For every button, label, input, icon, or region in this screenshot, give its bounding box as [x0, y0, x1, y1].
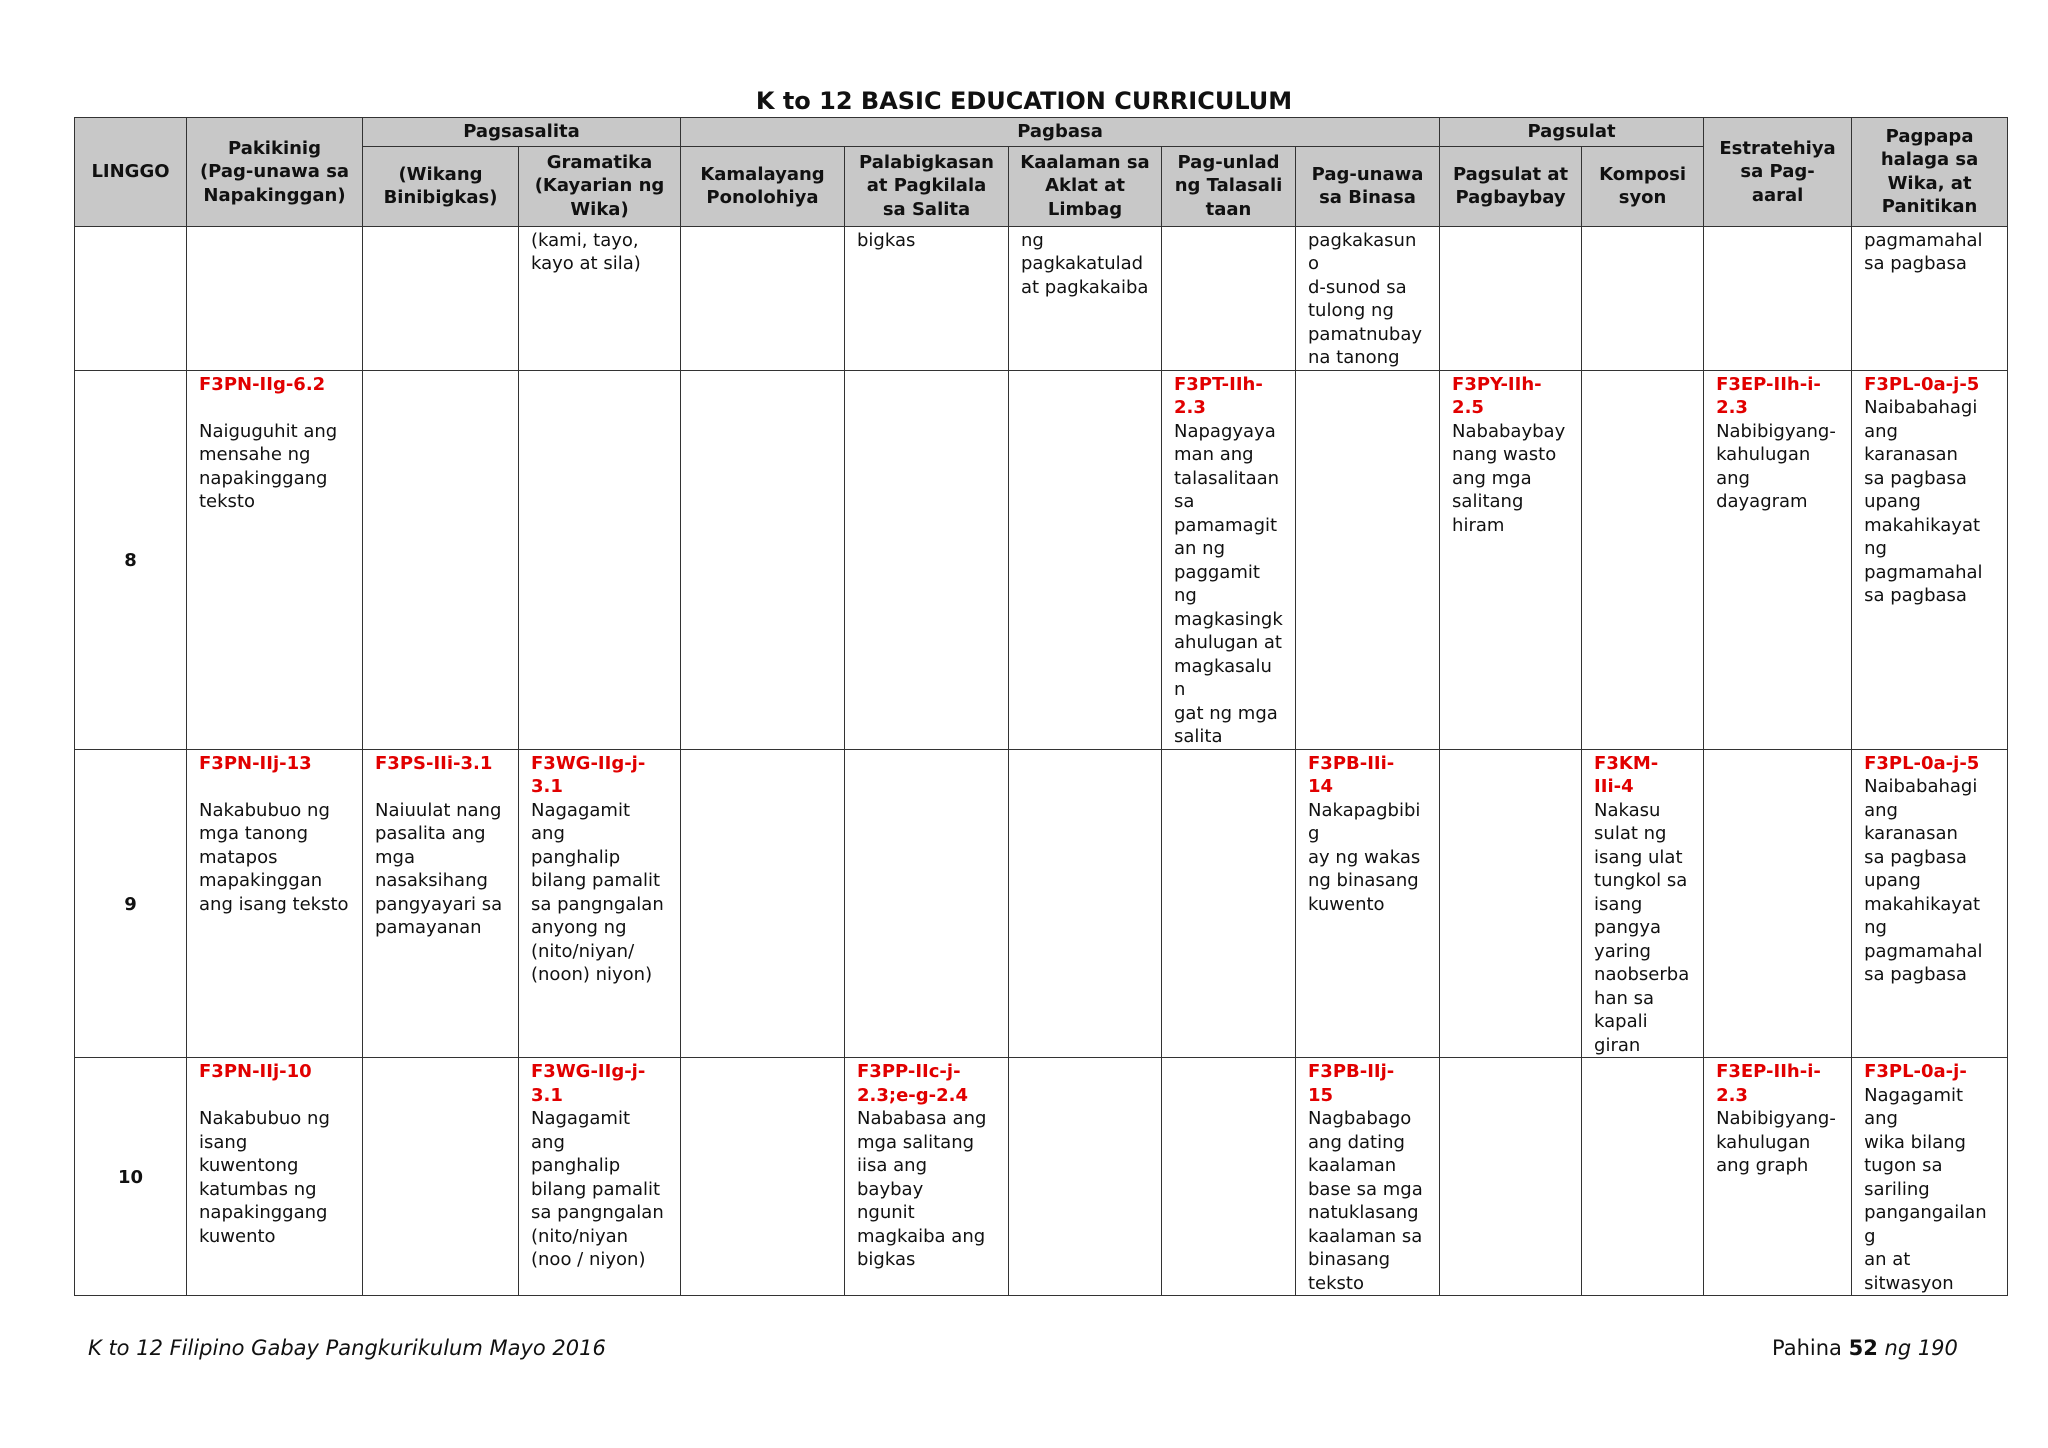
table-cell: [1162, 749, 1296, 1058]
footer-page-number: Pahina 52 ng 190: [1772, 1336, 1958, 1360]
competency-text: Nababaybay nang wasto ang mga salitang hiram: [1452, 420, 1566, 536]
competency-code: F3PN-IIj-10: [199, 1061, 312, 1082]
table-cell: [1582, 1058, 1704, 1296]
header-gramatika: Gramatika (Kayarian ng Wika): [519, 146, 681, 226]
competency-code: F3PP-IIc-j- 2.3;e-g-2.4: [857, 1061, 969, 1106]
header-pagsulat: Pagsulat: [1440, 118, 1704, 147]
table-row: [75, 226, 2008, 370]
competency-text: pagmamahal sa pagbasa: [1864, 229, 1983, 274]
competency-code: F3PB-IIi- 14: [1308, 752, 1395, 797]
competency-code: F3PL-0a-j-5: [1864, 373, 1980, 395]
table-cell: [363, 370, 519, 749]
table-row: [75, 1058, 2008, 1296]
competency-text: Nabibigyang- kahulugan ang dayagram: [1716, 420, 1836, 512]
table-row: [75, 370, 2008, 749]
table-cell: [363, 749, 519, 1058]
header-komposisyon: Komposi syon: [1582, 146, 1704, 226]
table-cell: [187, 749, 363, 1058]
header-pakikinig: Pakikinig (Pag-unawa sa Napakinggan): [187, 118, 363, 227]
table-cell: [519, 370, 681, 749]
competency-code: F3PS-IIi-3.1: [375, 752, 493, 774]
competency-text: (kami, tayo, kayo at sila): [531, 229, 641, 274]
competency-code: F3PL-0a-j-: [1864, 1061, 1967, 1082]
competency-code: F3EP-IIh-i- 2.3: [1716, 373, 1821, 418]
table-cell: [519, 749, 681, 1058]
table-cell: [681, 370, 845, 749]
competency-text: Nakapagbibig ay ng wakas ng binasang kuwento: [1308, 799, 1421, 915]
header-wikang-binibigkas: (Wikang Binibigkas): [363, 146, 519, 226]
table-cell: [187, 226, 363, 370]
competency-text: Nagagamit ang wika bilang tugon sa sariling pangangailang an at sitwasyon: [1864, 1084, 1987, 1294]
table-cell: [1162, 1058, 1296, 1296]
competency-code: F3PN-IIg-6.2: [199, 373, 326, 395]
week-cell: 10: [75, 1058, 187, 1296]
competency-code: F3PT-IIh- 2.3: [1174, 373, 1263, 418]
table-cell: [1704, 1058, 1852, 1296]
table-cell: [1162, 226, 1296, 370]
table-row: [75, 749, 2008, 1058]
table-cell: [1440, 1058, 1582, 1296]
week-cell: 8: [75, 370, 187, 749]
header-pagsasalita: Pagsasalita: [363, 118, 681, 147]
competency-code: F3EP-IIh-i- 2.3: [1716, 1061, 1821, 1106]
table-body: [75, 226, 2008, 1296]
table-cell: [1296, 370, 1440, 749]
table-cell: [363, 226, 519, 370]
competency-text: Naibabahagi ang karanasan sa pagbasa upang makahikayat ng pagmamahal sa pagbasa: [1864, 397, 1983, 606]
competency-text: Naiguguhit ang mensahe ng napakinggang teksto: [199, 420, 338, 512]
header-pag-unawa-sa-binasa: Pag-unawa sa Binasa: [1296, 146, 1440, 226]
table-cell: [363, 1058, 519, 1296]
table-cell: [1296, 226, 1440, 370]
competency-text: ng pagkakatulad at pagkakaiba: [1021, 229, 1149, 298]
header-pagsulat-at-pagbaybay: Pagsulat at Pagbaybay: [1440, 146, 1582, 226]
table-cell: [1440, 749, 1582, 1058]
header-kaalaman-sa-aklat: Kaalaman sa Aklat at Limbag: [1009, 146, 1162, 226]
competency-code: F3PB-IIj- 15: [1308, 1061, 1395, 1106]
table-cell: [1852, 370, 2008, 749]
table-cell: [519, 226, 681, 370]
table-cell: [1009, 1058, 1162, 1296]
week-cell: [75, 226, 187, 370]
header-pagpapahalaga: Pagpapa halaga sa Wika, at Panitikan: [1852, 118, 2008, 227]
competency-code: F3KM- IIi-4: [1594, 752, 1659, 797]
table-cell: [845, 370, 1009, 749]
table-header: [75, 118, 2008, 227]
week-cell: 9: [75, 749, 187, 1058]
table-cell: [1296, 749, 1440, 1058]
table-cell: [1582, 749, 1704, 1058]
table-cell: [187, 370, 363, 749]
table-cell: [1440, 370, 1582, 749]
header-palabigkasan: Palabigkasan at Pagkilala sa Salita: [845, 146, 1009, 226]
table-cell: [1704, 370, 1852, 749]
curriculum-table: [74, 117, 2008, 1296]
competency-text: Naiuulat nang pasalita ang mga nasaksihang pangyayari sa pamayanan: [375, 799, 503, 938]
table-cell: [845, 1058, 1009, 1296]
header-kamalayang-ponolohiya: Kamalayang Ponolohiya: [681, 146, 845, 226]
competency-text: Naibabahagi ang karanasan sa pagbasa upang makahikayat ng pagmamahal sa pagbasa: [1864, 776, 1983, 985]
table-cell: [1852, 749, 2008, 1058]
header-pag-unlad-talasalitaan: Pag-unlad ng Talasali taan: [1162, 146, 1296, 226]
header-pagbasa: Pagbasa: [681, 118, 1440, 147]
table-cell: [681, 226, 845, 370]
competency-text: bigkas: [857, 229, 916, 251]
table-cell: [1852, 1058, 2008, 1296]
table-cell: [1162, 370, 1296, 749]
competency-text: Nakabubuo ng isang kuwentong katumbas ng napakinggang kuwento: [199, 1108, 330, 1247]
competency-code: F3PL-0a-j-5: [1864, 752, 1980, 774]
table-cell: [1296, 1058, 1440, 1296]
competency-text: Nagagamit ang panghalip bilang pamalit sa pangngalan (nito/niyan (noo / niyon): [531, 1108, 664, 1270]
table-cell: [1704, 749, 1852, 1058]
competency-text: Nakabubuo ng mga tanong matapos mapakinggan ang isang teksto: [199, 799, 349, 915]
table-cell: [1582, 226, 1704, 370]
competency-text: Nagbabago ang dating kaalaman base sa mga natuklasang kaalaman sa binasang teksto: [1308, 1108, 1423, 1294]
competency-code: F3WG-IIg-j- 3.1: [531, 1061, 646, 1106]
competency-text: Napagyaya man ang talasalitaan sa pamamagit an ng paggamit ng magkasingk ahulugan at magkasalun gat ng mga salita: [1174, 420, 1283, 747]
header-linggo: LINGGO: [75, 118, 187, 227]
table-cell: [1009, 749, 1162, 1058]
competency-code: F3PY-IIh- 2.5: [1452, 373, 1542, 418]
competency-code: F3PN-IIj-13: [199, 752, 312, 774]
table-cell: [1440, 226, 1582, 370]
competency-code: F3WG-IIg-j- 3.1: [531, 752, 646, 797]
competency-text: Nakasu sulat ng isang ulat tungkol sa isang pangya yaring naobserba han sa kapali giran: [1594, 799, 1690, 1056]
footer-document-title: K to 12 Filipino Gabay Pangkurikulum Mayo 2016: [88, 1336, 606, 1360]
competency-text: Nababasa ang mga salitang iisa ang baybay ngunit magkaiba ang bigkas: [857, 1108, 987, 1270]
competency-text: pagkakasuno d-sunod sa tulong ng pamatnubay na tanong: [1308, 229, 1423, 368]
header-estratehiya: Estratehiya sa Pag- aaral: [1704, 118, 1852, 227]
table-cell: [1009, 226, 1162, 370]
table-cell: [845, 226, 1009, 370]
table-cell: [1582, 370, 1704, 749]
table-cell: [1704, 226, 1852, 370]
competency-text: Nabibigyang- kahulugan ang graph: [1716, 1108, 1836, 1176]
page-title: K to 12 BASIC EDUCATION CURRICULUM: [755, 87, 1293, 115]
competency-text: Nagagamit ang panghalip bilang pamalit sa pangngalan anyong ng (nito/niyan/ (noon) niyon): [531, 799, 664, 985]
table-cell: [681, 749, 845, 1058]
table-cell: [1009, 370, 1162, 749]
table-cell: [187, 1058, 363, 1296]
table-cell: [845, 749, 1009, 1058]
table-cell: [519, 1058, 681, 1296]
table-cell: [1852, 226, 2008, 370]
table-cell: [681, 1058, 845, 1296]
